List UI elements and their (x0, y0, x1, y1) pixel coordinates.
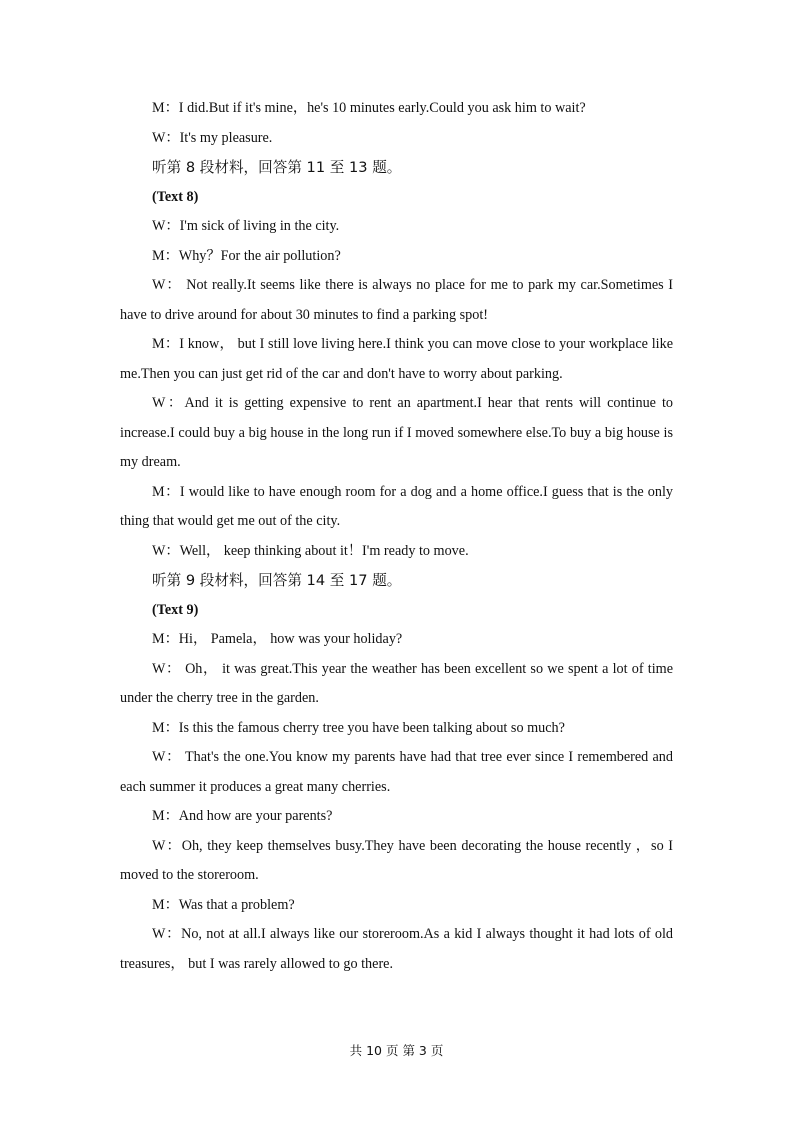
dialogue-line: W： Oh， it was great.This year the weather has been excellent so we spent a lot of time under the cherry tree in the garden. (120, 660, 673, 706)
text-heading: (Text 9) (152, 601, 199, 618)
section-instruction: 听第 9 段材料，回答第 14 至 17 题。 (152, 572, 402, 589)
dialogue-line: W：It's my pleasure. (152, 129, 273, 146)
dialogue-line: M：And how are your parents? (152, 808, 333, 824)
page-number-label: 共 10 页 第 3 页 (349, 1043, 444, 1058)
dialogue-line: M：Is this the famous cherry tree you have been talking about so much? (152, 719, 565, 736)
text-heading: (Text 8) (152, 188, 199, 205)
section-instruction: 听第 8 段材料，回答第 11 至 13 题。 (152, 159, 402, 176)
dialogue-line: M：Why？For the air pollution? (152, 247, 341, 264)
dialogue-line: M：Hi， Pamela， how was your holiday? (152, 631, 403, 647)
document-body (120, 94, 673, 979)
dialogue-line: W： That's the one.You know my parents have had that tree ever since I remembered and each summer it produces a great many cherries. (120, 749, 673, 795)
dialogue-line: W：Oh, they keep themselves busy.They have been decorating the house recently ，so I moved to the storeroom. (120, 837, 673, 883)
dialogue-line: M：I know， but I still love living here.I think you can move close to your workplace like me.Then you can just get rid of the car and don't have to worry about parking. (120, 336, 673, 382)
page-footer (0, 1041, 793, 1059)
dialogue-line: W：And it is getting expensive to rent an apartment.I hear that rents will continue to increase.I could buy a big house in the long run if I moved somewhere else.To buy a big house is my dream. (120, 395, 673, 470)
dialogue-line: W：Well， keep thinking about it！I'm ready to move. (152, 542, 469, 559)
dialogue-line: W： Not really.It seems like there is always no place for me to park my car.Sometimes I have to drive around for about 30 minutes to find a parking spot! (120, 277, 673, 323)
dialogue-line: W：No, not at all.I always like our storeroom.As a kid I always thought it had lots of old treasures， but I was rarely allowed to go there. (120, 926, 673, 972)
dialogue-line: M：I would like to have enough room for a dog and a home office.I guess that is the only thing that would get me out of the city. (120, 483, 673, 529)
dialogue-line: M：I did.But if it's mine，he's 10 minutes early.Could you ask him to wait? (152, 100, 586, 116)
dialogue-line: W：I'm sick of living in the city. (152, 218, 340, 234)
dialogue-line: M：Was that a problem? (152, 896, 295, 913)
